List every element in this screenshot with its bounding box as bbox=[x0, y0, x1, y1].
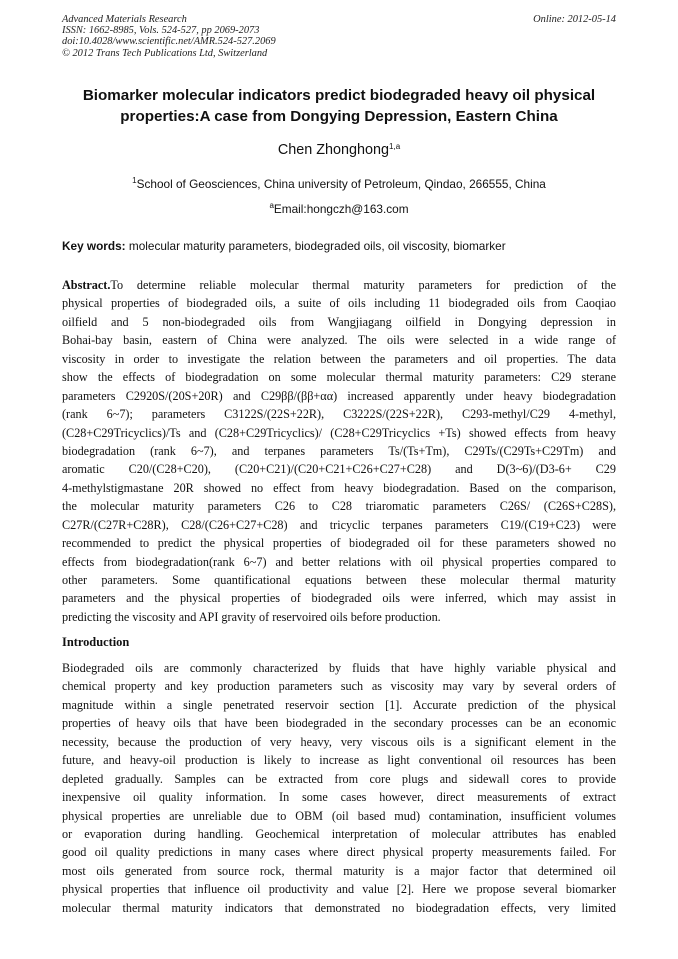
intro-line: physical properties are unreliable due to OBM (oil based mud) contamination, insufficient volumes bbox=[62, 808, 616, 823]
abstract-line: oilfield and 5 non-biodegraded oils from Wangjiagang oilfield in Dongying depression in bbox=[62, 314, 616, 329]
abstract-label: Abstract. bbox=[62, 278, 111, 292]
paper-title bbox=[40, 85, 638, 127]
journal-header bbox=[62, 14, 616, 59]
doi-line[interactable]: doi:10.4028/www.scientific.net/AMR.524-527.2069 bbox=[62, 36, 276, 48]
abstract-line: other parameters. Some quantificational equations between these molecular thermal maturity bbox=[62, 573, 616, 587]
keywords-text: molecular maturity parameters, biodegraded oils, oil viscosity, biomarker bbox=[128, 239, 506, 253]
intro-line: properties of heavy oils that have been biodegraded in the secondary processes can be an economic bbox=[62, 716, 616, 731]
affiliation-line bbox=[0, 176, 678, 192]
abstract-line: biodegradation (rank 6~7), and terpanes parameters Ts/(Ts+Tm), C29Ts/(C29Ts+C29Tm) and bbox=[62, 443, 616, 458]
abstract-line: C27R/(C27R+C28R), C28/(C26+C27+C28) and tricyclic terpanes parameters C19/(C19+C23) were bbox=[62, 517, 616, 532]
intro-line: Biodegraded oils are commonly characterized by fluids that have highly variable physical and bbox=[62, 661, 616, 675]
abstract-line: aromatic C20/(C28+C20), (C20+C21)/(C20+C21+C26+C27+C28) and D(3~6)/(D3-6+ C29 bbox=[62, 462, 616, 477]
intro-line: chemical property and key production parameters such as viscosity may vary by several orders of bbox=[62, 679, 616, 694]
intro-line: or evaporation during handling. Geochemical interpretation of molecular attributes has enabled bbox=[62, 826, 616, 841]
online-date: Online: 2012-05-14 bbox=[533, 14, 616, 25]
abstract-line: predicting the viscosity and API gravity of reservoired oils before production. bbox=[62, 609, 441, 624]
intro-line: necessity, because the production of very heavy, very viscous oils is a significant element in the bbox=[62, 734, 616, 749]
email-mark: a bbox=[269, 201, 274, 210]
author-name: Chen Zhonghong bbox=[277, 142, 390, 158]
abstract-line: Bohai-bay basin, eastern of China were analyzed. The oils were selected in a wide range of bbox=[62, 333, 616, 348]
title-line-2: properties:A case from Dongying Depression, Eastern China bbox=[120, 108, 558, 125]
abstract-line: (rank 6~7); parameters C3122S/(22S+22R), C3222S/(22S+22R), C293-methyl/C29 4-methyl, bbox=[62, 407, 616, 422]
intro-line: molecular thermal maturity indicators that demonstrated no biodegradation effects, very limited bbox=[62, 900, 616, 915]
email-text[interactable]: Email:hongczh@163.com bbox=[273, 202, 409, 216]
affiliation-text: School of Geosciences, China university of Petroleum, Qindao, 266555, China bbox=[136, 177, 546, 191]
keywords bbox=[62, 239, 618, 254]
abstract-line: Abstract.To determine reliable molecular thermal maturity parameters for prediction of the bbox=[62, 278, 616, 292]
title-line-1: Biomarker molecular indicators predict biodegraded heavy oil physical bbox=[82, 87, 596, 104]
intro-line: good oil quality predictions in many cases where direct physical property measurements failed. For bbox=[62, 845, 616, 860]
abstract-line: the molecular maturity parameters C26 to C28 triaromatic parameters C26S/ (C26S+C28S), bbox=[62, 499, 616, 514]
abstract-line: effects from biodegradation(rank 6~7) and better relations with oil physical properties compared to bbox=[62, 554, 616, 569]
intro-line: inexpensive oil quality information. In some cases however, direct measurements of extract bbox=[62, 790, 616, 805]
abstract-line: recommended to predict the physical properties of biodegraded oil for these parameters showed no bbox=[62, 536, 616, 551]
intro-line: future, and heavy-oil production is likely to increase as light conventional oil resources has been bbox=[62, 753, 616, 768]
abstract bbox=[62, 276, 616, 626]
author-line bbox=[0, 141, 678, 159]
abstract-line: (C28+C29Tricyclics)/Ts and (C28+C29Tricyclics)/ (C28+C29Tricyclics +Ts) showed effects from heavy bbox=[62, 425, 616, 440]
abstract-line: 4-methylstigmastane 20R showed no effect from heavy biodegradation. Based on the comparison, bbox=[62, 480, 616, 495]
introduction-body bbox=[62, 659, 616, 917]
copyright-line: © 2012 Trans Tech Publications Ltd, Switzerland bbox=[62, 47, 268, 59]
keywords-label: Key words: bbox=[62, 239, 126, 253]
section-heading-introduction: Introduction bbox=[62, 635, 130, 649]
journal-name: Advanced Materials Research bbox=[62, 14, 187, 25]
affiliation-mark: 1 bbox=[132, 176, 137, 185]
intro-line: most oils generated from source rock, thermal maturity is a major factor that determined oil bbox=[62, 863, 616, 878]
author-marks: 1,a bbox=[389, 142, 401, 151]
issn-line: ISSN: 1662-8985, Vols. 524-527, pp 2069-2073 bbox=[62, 25, 260, 37]
abstract-line: show the effects of biodegradation on some molecular thermal maturity parameters: C29 sterane bbox=[62, 370, 616, 385]
intro-line: magnitude within a single penetrated reservoir section [1]. Accurate prediction of the physical bbox=[62, 697, 616, 712]
abstract-line: parameters and the physical properties of biodegraded oils were inferred, which may assist in bbox=[62, 591, 616, 606]
email-line bbox=[0, 201, 678, 217]
abstract-line: physical properties of biodegraded oils, a suite of oils including 11 biodegraded oils from Caoqiao bbox=[62, 296, 616, 311]
intro-line: physical properties that influence oil productivity and value [2]. Here we propose several biomarker bbox=[62, 882, 616, 897]
abstract-line: viscosity in order to investigate the relation between the parameters and oil properties. The data bbox=[62, 351, 616, 366]
intro-line: depleted gradually. Samples can be extracted from core plugs and sidewall cores to provide bbox=[62, 771, 616, 786]
abstract-line: parameters C2920S/(20S+20R) and C29ββ/(ββ+αα) increased apparently under heavy biodegradation bbox=[62, 388, 616, 403]
